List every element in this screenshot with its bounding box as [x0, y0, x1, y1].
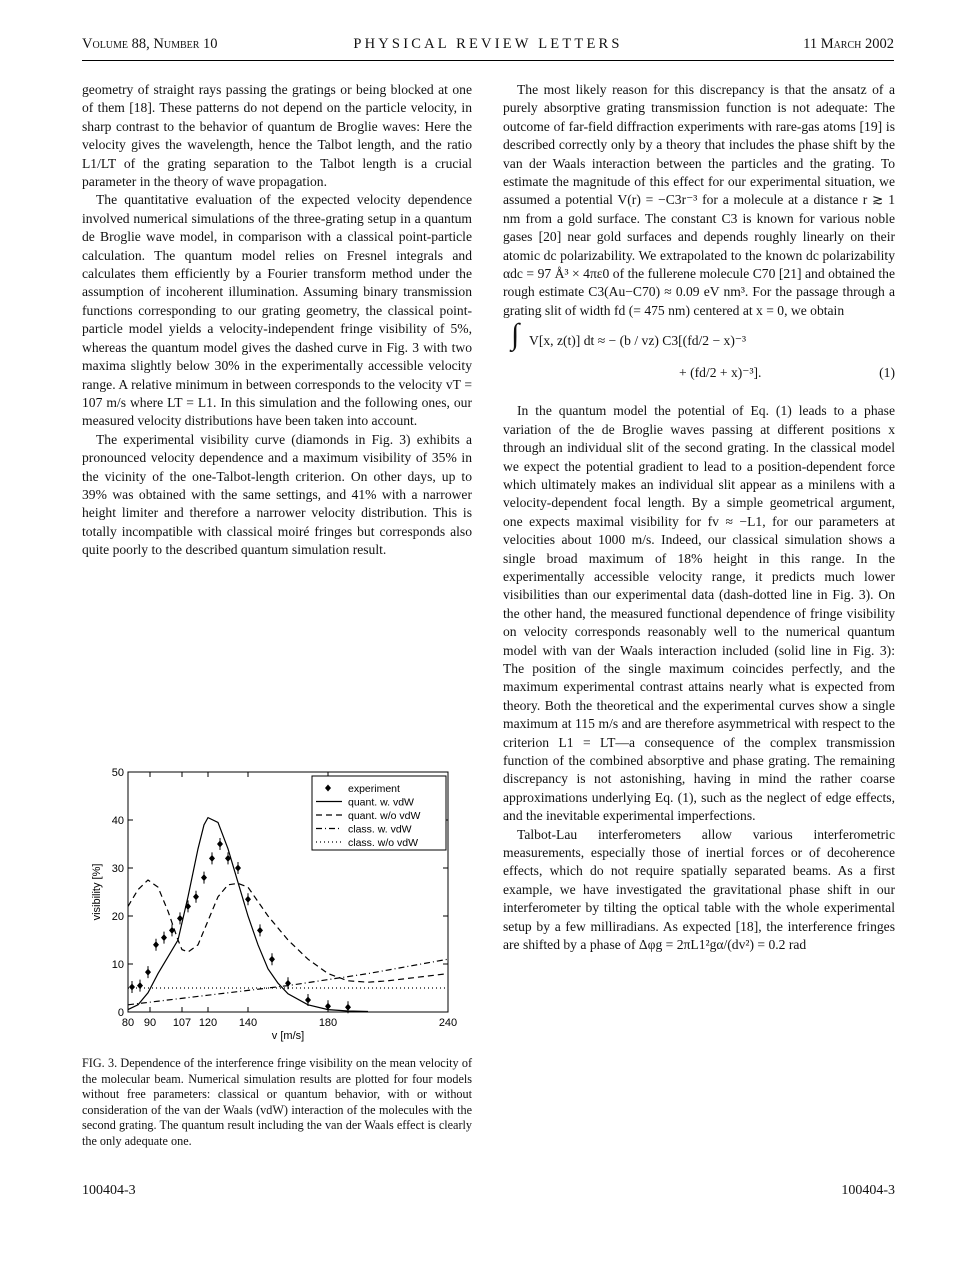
x-tick-label: 240: [438, 1017, 458, 1029]
data-point: [193, 893, 199, 900]
paragraph: The quantitative evaluation of the expected velocity dependence involved numerical simulations of the three-grating setup in a quantum de Broglie wave model, in comparison with a classical point-particle calculation. The quantum model relies on Fresnel integrals and calculates them efficiently by a Fourier transform method under the assumption of incoherent illumination. Assuming binary transmission functions corresponding to our grating geometry, the classical point-particle model yields a velocity-independent fringe visibility of 5%, whereas the quantum model gives the dashed curve in Fig. 3 with two maxima slightly below 30% in the experimentally accessible velocity range. A relative minimum in between corresponds to the velocity vT = 107 m/s where LT = L1. In this simulation and the following ones, our measured velocity distributions have been taken into account.: [82, 192, 472, 429]
data-point: [153, 941, 159, 948]
legend-label: experiment: [348, 783, 400, 795]
data-point: [129, 984, 135, 991]
x-tick-label: 120: [198, 1017, 218, 1029]
figure-3-chart: [82, 760, 472, 1050]
data-point: [257, 927, 263, 934]
page-number-right: 100404-3: [841, 1183, 895, 1198]
right-column: [503, 81, 895, 954]
integral-sign: ∫: [511, 318, 520, 352]
x-tick-label: 140: [238, 1017, 258, 1029]
y-tick-label: 0: [117, 1007, 124, 1019]
data-point: [209, 855, 215, 862]
data-point: [245, 896, 251, 903]
page-header: [82, 36, 894, 58]
paragraph: The experimental visibility curve (diamonds in Fig. 3) exhibits a pronounced velocity dependence and a maximum visibility of 35% in the vicinity of the one-Talbot-length criterion. On other days, up to 39% was obtained with the same settings, and 41% with a narrower height limiter and therefore a narrower velocity distribution. This is totally incompatible with classical moiré fringes but corresponds also quite poorly to the described quantum simulation result.: [82, 431, 472, 558]
paragraph: The most likely reason for this discrepancy is that the ansatz of a purely absorptive grating transmission function is not adequate: The outcome of far-field diffraction experiments with rare-gas atoms [19] is described correctly only by a theory that includes the phase shift by the van der Waals interaction between the particles and the grating. To estimate the magnitude of this effect for our experimental situation, we assumed a potential V(r) = −C3r⁻³ for a molecule at a distance r ≳ 1 nm from a gold surface. The constant C3 is known for various noble gases [20] near gold surfaces and depends roughly linearly on their atomic dc polarizability. We extrapolated to the known dc polarizability αdc = 97 Å³ × 4πε0 of the fullerene molecule C70 [21] and obtained the rough estimate C3(Au−C70) ≈ 0.09 eV nm³. For the passage through a grating slit of width fd (= 475 nm) centered at x = 0, we obtain: [503, 82, 895, 318]
data-point: [145, 969, 151, 976]
left-column: [82, 81, 472, 560]
x-tick-label: 90: [143, 1017, 157, 1029]
x-tick-label: 180: [318, 1017, 338, 1029]
equation-line-1: V[x, z(t)] dt ≈ − (b / vz) C3[(fd/2 − x)⁻³: [529, 333, 747, 349]
y-tick-label: 40: [111, 815, 124, 827]
legend-label: quant. w. vdW: [348, 796, 414, 809]
x-axis-label: v [m/s]: [271, 1030, 305, 1042]
figure-caption: FIG. 3. Dependence of the interference fringe visibility on the mean velocity of the molecular beam. Numerical simulation results are plotted for four models without free parameters: classical or quantum behavior, with or without consideration of the van der Waals (vdW) interaction of the molecules with the second grating. The quantum result including the van der Waals effect is clearly the only adequate one.: [82, 1056, 472, 1148]
y-tick-label: 50: [111, 767, 124, 779]
data-point: [305, 997, 311, 1004]
equation-line-2: + (fd/2 + x)⁻³].: [679, 365, 762, 381]
data-point: [345, 1004, 351, 1011]
data-point: [217, 841, 223, 848]
paragraph: In the quantum model the potential of Eq. (1) leads to a phase variation of the de Broglie waves passing at different positions x through an individual slit of the second grating. In the classical model we expect the potential gradient to lead to a position-dependent force which ultimately makes an individual slit appear as a minilens with a velocity-dependent focal length. By a simple geometrical argument, one expects maximal visibility for fv ≈ −L1, for our parameters at velocities about 1000 m/s. Indeed, our classical simulation shows a single broad maximum of 18% height in this range. In the experimentally accessible velocity range, it predicts much lower visibilities than our experimental data (dash-dotted line in Fig. 3). On the other hand, the measured functional dependence of fringe visibility on velocity corresponds reasonably well to the numerical quantum model with van der Waals interaction included (solid line in Fig. 3): The position of the single maximum coincides perfectly, and the maximum experimental contrast attains nearly what is expected from theory. Both the theoretical and the experimental curves show a single maximum at 115 m/s and are therefore asymmetrical with respect to the criterion L1 = LT—a consequence of the complex transmission function of the combined absorptive and phase grating. The remaining discrepancy is not astonishing, having in mind the rather coarse approximations underlying Eq. (1), such as the neglect of edge effects, and the inevitable experimental imperfections.: [503, 403, 895, 824]
legend-label: quant. w/o vdW: [348, 810, 421, 822]
journal-title: PHYSICAL REVIEW LETTERS: [353, 36, 623, 52]
header-rule: [82, 60, 894, 61]
data-point: [201, 874, 207, 881]
legend-label: class. w/o vdW: [348, 837, 419, 849]
issue-date: 11 March 2002: [803, 36, 894, 52]
data-point: [269, 956, 275, 963]
volume-info: Volume 88, Number 10: [82, 36, 218, 52]
equation-1: [503, 318, 895, 392]
y-tick-label: 10: [111, 959, 124, 971]
data-point: [235, 865, 241, 872]
series-line-dashed: [128, 880, 448, 982]
legend-label: class. w. vdW: [348, 823, 412, 836]
data-point: [161, 934, 167, 941]
x-tick-label: 107: [172, 1017, 192, 1029]
equation-number: (1): [879, 365, 895, 381]
paragraph: geometry of straight rays passing the gratings or being blocked at one of them [18]. These patterns do not depend on the particle velocity, in sharp contrast to the behavior of quantum de Broglie waves: Here the velocity gives the wavelength, hence the Talbot length, and the ratio L1/LT of the grating separation to the Talbot length is a crucial parameter in the theory of wave propagation.: [82, 82, 472, 190]
y-axis-label: visibility [%]: [91, 863, 103, 921]
visibility-chart: [82, 760, 472, 1050]
y-tick-label: 20: [111, 911, 124, 923]
y-tick-label: 30: [111, 863, 124, 875]
page-number-left: 100404-3: [82, 1183, 136, 1198]
paragraph: Talbot-Lau interferometers allow various interferometric measurements, especially those of inertial forces or of decoherence effects, which do not require spatially separated beams. As a first example, we have investigated the gravitational phase shift in our interferometer by tilting the optical table with the whole experimental setup by a few milliradians. As expected [18], the interference fringes are shifted by a phase of Δφg = 2πL1²gα/(dv²) = 0.2 rad: [503, 826, 895, 953]
x-tick-label: 80: [121, 1017, 135, 1029]
